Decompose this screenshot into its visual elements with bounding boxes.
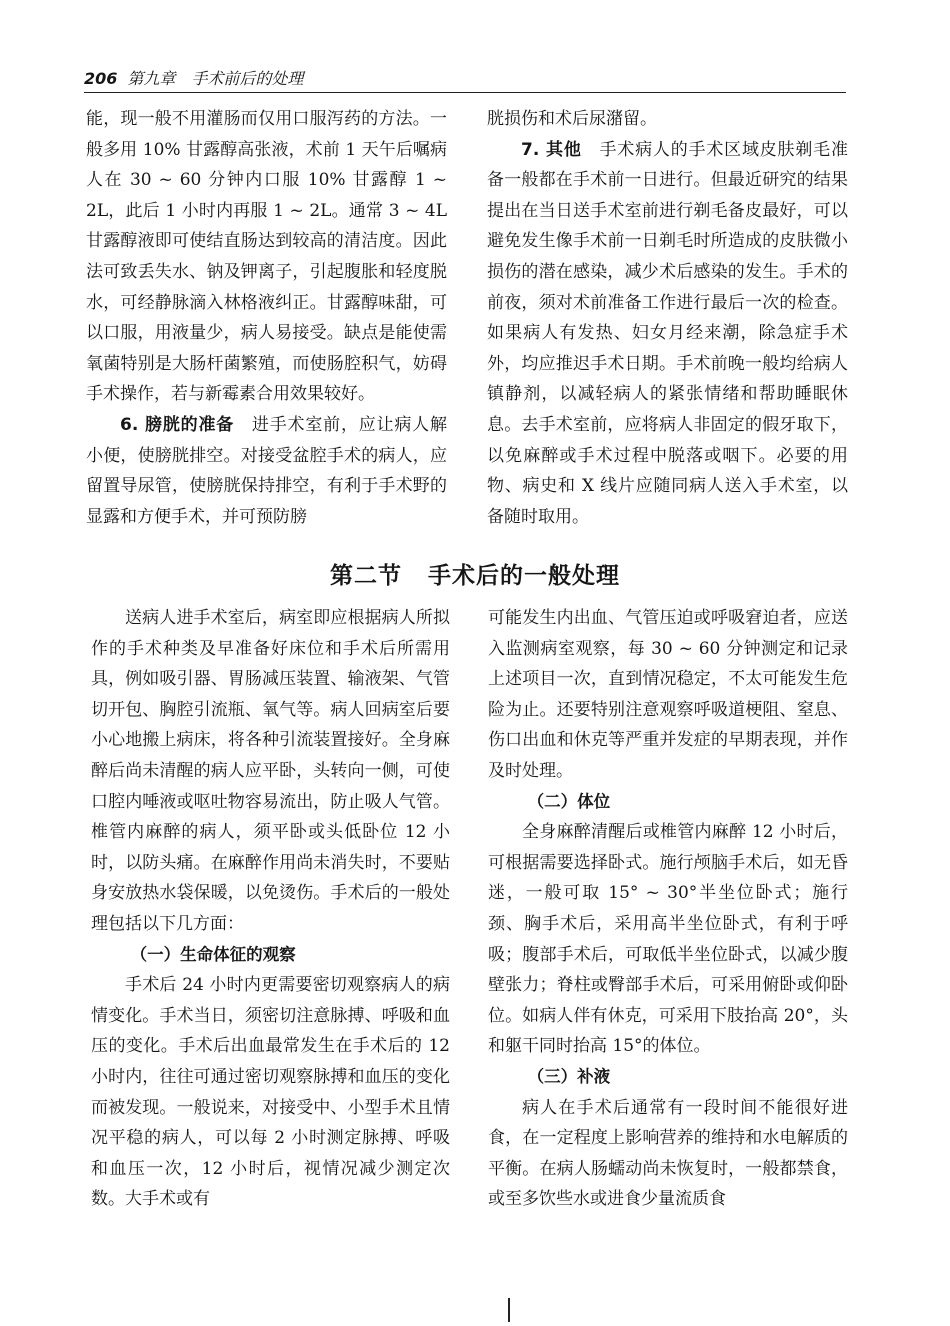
section-heading [0, 557, 950, 590]
paragraph: 胱损伤和术后尿潴留。 [487, 109, 657, 129]
top-left-column [86, 104, 447, 532]
paragraph: 病人在手术后通常有一段时间不能很好进食，在一定程度上影响营养的维持和水电解质的平衡。在病人肠蠕动尚未恢复时，一般都禁食，或至多饮些水或进食少量流质食 [488, 1097, 848, 1210]
paragraph: 送病人进手术室后，病室即应根据病人所拟作的手术种类及早准备好床位和手术后所需用具，例如吸引器、胃肠减压装置、输液架、气管切开包、胸腔引流瓶、氧气等。病人回病室后要小心地搬上病床，将各种引流装置接好。全身麻醉后尚未清醒的病人应平卧，头转向一侧，可使口腔内唾液或呕吐物容易流出，防止吸人气管。椎管内麻醉的病人，须平卧或头低卧位 12 小时，以防头痛。在麻醉作用尚未消失时，不要贴身安放热水袋保暖，以免烫伤。手术后的一般处理包括以下几方面： [91, 608, 450, 934]
paragraph [86, 410, 447, 532]
paragraph: 全身麻醉清醒后或椎管内麻醉 12 小时后，可根据需要选择卧式。施行颅脑手术后，如无昏迷，一般可取 15° ~ 30°半坐位卧式；施行颈、胸手术后，采用高半坐位卧式，有利于呼吸；腹部手术后，可取低半坐位卧式，以减少腹壁张力；脊柱或臀部手术后，可采用俯卧或仰卧位。如病人伴有休克，可采用下肢抬高 20°，头和躯干同时抬高 15°的体位。 [488, 822, 848, 1057]
paragraph: 能，现一般不用灌肠而仅用口服泻药的方法。一般多用 10% 甘露醇高张液，术前 1 天午后嘱病人在 30 ~ 60 分钟内口服 10% 甘露醇 1 ~ 2L，此后 1 小时内再服 1 ~ 2L。通常 3 ~ 4L 甘露醇液即可使结直肠达到较高的清洁度。因此法可致丢失水、钠及钾离子，引起腹胀和轻度脱水，可经静脉滴入林格液纠正。甘露醇味甜，可以口服，用液量少，病人易接受。缺点是能使需氧菌特别是大肠杆菌繁殖，而使肠腔积气，妨碍手术操作，若与新霉素合用效果较好。 [86, 109, 447, 405]
section-number: 第二节 [330, 563, 402, 589]
item-body: 手术病人的手术区域皮肤剃毛准备一般都在手术前一日进行。但最近研究的结果提出在当日送手术室前进行剃毛备皮最好，可以避免发生像手术前一日剃毛时所造成的皮肤微小损伤的潜在感染，减少术后感染的发生。手术的前夜，须对术前准备工作进行最后一次的检查。如果病人有发热、妇女月经来潮，除急症手术外，均应推迟手术日期。手术前晚一般均给病人镇静剂，以减轻病人的紧张情绪和帮助睡眠休息。去手术室前，应将病人非固定的假牙取下，以免麻醉或手术过程中脱落或咽下。必要的用物、病史和 X 线片应随同病人送入手术室，以备随时取用。 [487, 139, 848, 527]
item-body: 进手术室前，应让病人解小便，使膀胱排空。对接受盆腔手术的病人，应留置导尿管，使膀胱保持排空，有利于手术野的显露和方便手术，并可预防膀 [86, 414, 447, 527]
section-title: 手术后的一般处理 [428, 563, 620, 589]
paragraph: 手术后 24 小时内更需要密切观察病人的病情变化。手术当日，须密切注意脉搏、呼吸和血压的变化。手术后出血最常发生在手术后的 12 小时内，往往可通过密切观察脉搏和血压的变化而被发现。一般说来，对接受中、小型手术且情况平稳的病人，可以每 2 小时测定脉搏、呼吸和血压一次，12 小时后，视情况减少测定次数。大手术或有 [91, 975, 450, 1210]
item-title: 6. 膀胱的准备 [120, 414, 235, 435]
subsection-heading: （二）体位 [527, 791, 611, 811]
paragraph: 可能发生内出血、气管压迫或呼吸窘迫者，应送入监测病室观察，每 30 ~ 60 分钟测定和记录上述项目一次，直到情况稳定，不太可能发生危险为止。还要特别注意观察呼吸道梗阻、窒息、伤口出血和休克等严重并发症的早期表现，并作及时处理。 [488, 608, 848, 781]
scan-mark [508, 1298, 510, 1322]
paragraph [487, 135, 848, 533]
chapter-title: 第九章 手术前后的处理 [127, 69, 304, 88]
item-title: 7. 其他 [521, 139, 582, 160]
bottom-left-column [91, 603, 450, 1215]
subsection-heading: （三）补液 [527, 1066, 611, 1086]
top-right-column [487, 104, 848, 532]
bottom-right-column [488, 603, 848, 1215]
subsection-heading: （一）生命体征的观察 [130, 944, 296, 964]
running-header [84, 66, 846, 93]
page-number: 206 [84, 69, 118, 88]
